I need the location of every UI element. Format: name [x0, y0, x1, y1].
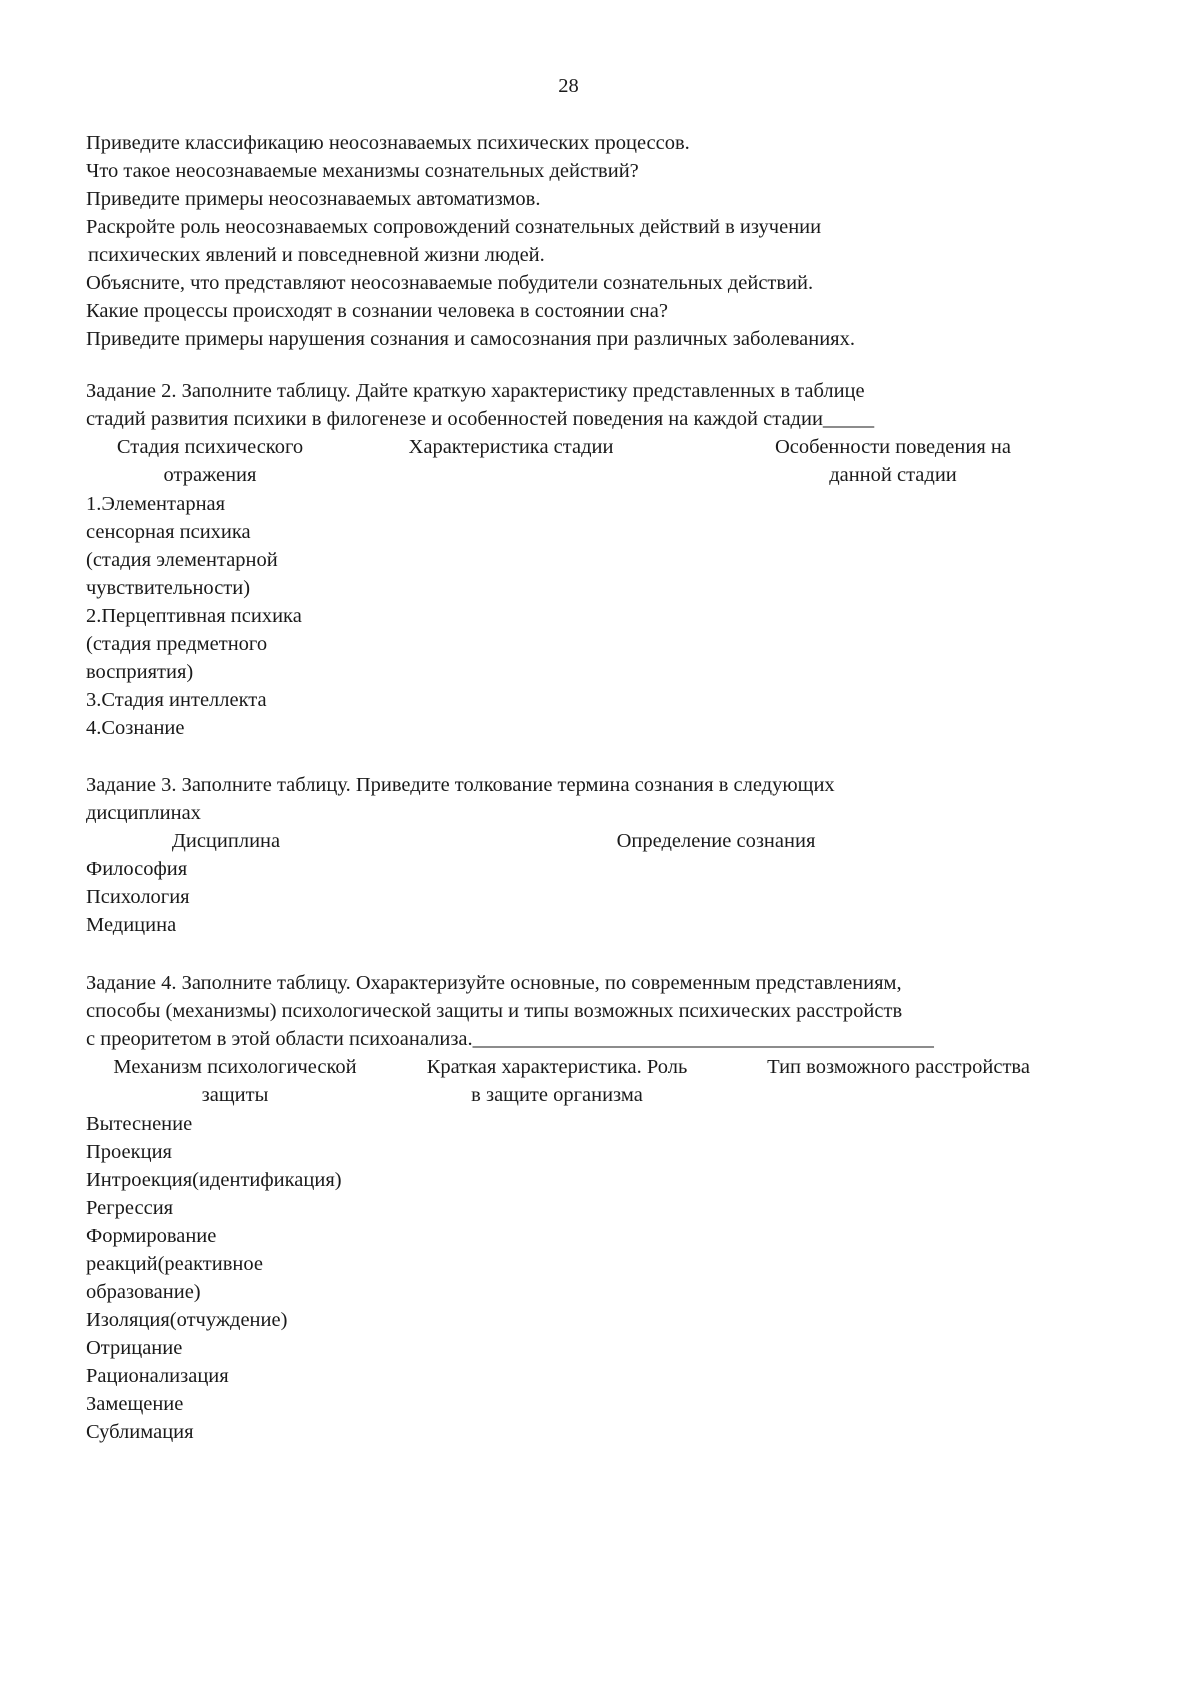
task2-row-line: восприятия) — [86, 661, 194, 683]
task3-rows — [86, 855, 190, 939]
task4-col-disorder-line: Тип возможного расстройства — [767, 1056, 1030, 1078]
task2-heading — [86, 377, 1086, 433]
question-line: Приведите примеры нарушения сознания и самосознания при различных заболеваниях. — [86, 328, 855, 350]
task2-row-line: чувствительности) — [86, 577, 251, 599]
task4-col-mechanism-header — [86, 1053, 384, 1109]
task2-col-characteristic-header — [376, 433, 646, 461]
task2-col-characteristic-line: Характеристика стадии — [408, 436, 614, 458]
task4-row-line: Формирование — [86, 1225, 217, 1247]
task4-row-line: Вытеснение — [86, 1113, 193, 1135]
question-line: Раскройте роль неосознаваемых сопровождений сознательных действий в изучении — [86, 216, 822, 238]
question-line: Объясните, что представляют неосознаваемые побудители сознательных действий. — [86, 272, 814, 294]
task4-row-line: Интроекция(идентификация) — [86, 1169, 342, 1191]
task4-heading-line: Задание 4. Заполните таблицу. Охарактеризуйте основные, по современным представлениям, — [86, 972, 902, 994]
task3-heading — [86, 771, 1086, 827]
task4-col-description-line: в защите организма — [471, 1084, 643, 1106]
task3-col-definition-header: Определение сознания — [616, 830, 816, 852]
task3-col-discipline-header: Дисциплина — [171, 830, 281, 852]
task4-heading — [86, 969, 1086, 1053]
question-line: Какие процессы происходят в сознании человека в состоянии сна? — [86, 300, 668, 322]
task2-row-line: 1.Элементарная — [86, 493, 226, 515]
task4-row-line: реакций(реактивное — [86, 1253, 263, 1275]
task4-row-line: Сублимация — [86, 1421, 194, 1443]
task4-row-line: Регрессия — [86, 1197, 174, 1219]
task2-row-line: сенсорная психика — [86, 521, 251, 543]
task4-col-disorder-header — [736, 1053, 1061, 1081]
task4-col-mechanism-line: Механизм психологической — [113, 1056, 357, 1078]
task4-rows — [86, 1110, 342, 1446]
task4-heading-line: с преоритетом в этой области психоанализа._____________________________________________ — [86, 1028, 934, 1050]
task4-row-line: Проекция — [86, 1141, 172, 1163]
task2-row-line: 3.Стадия интеллекта — [86, 689, 267, 711]
task3-row-line: Медицина — [86, 914, 177, 936]
task2-col-behavior-line: данной стадии — [829, 464, 957, 486]
task2-col-stage-line: отражения — [163, 464, 257, 486]
task4-col-description-header — [404, 1053, 710, 1109]
question-line: Что такое неосознаваемые механизмы сознательных действий? — [86, 160, 639, 182]
page-number: 28 — [558, 75, 579, 97]
task2-heading-line: стадий развития психики в филогенезе и особенностей поведения на каждой стадии_____ — [86, 408, 875, 430]
task2-col-behavior-header — [740, 433, 1046, 489]
task2-col-stage-header — [86, 433, 334, 489]
task2-row-line: 4.Сознание — [86, 717, 185, 739]
task2-heading-line: Задание 2. Заполните таблицу. Дайте краткую характеристику представленных в таблице — [86, 380, 865, 402]
task4-row-line: Изоляция(отчуждение) — [86, 1309, 288, 1331]
task2-col-stage-line: Стадия психического — [116, 436, 304, 458]
task4-row-line: Отрицание — [86, 1337, 183, 1359]
task4-heading-line: способы (механизмы) психологической защиты и типы возможных психических расстройств — [86, 1000, 903, 1022]
question-line: Приведите примеры неосознаваемых автоматизмов. — [86, 188, 541, 210]
task2-row-line: (стадия элементарной — [86, 549, 278, 571]
task4-row-line: образование) — [86, 1281, 201, 1303]
task4-row-line: Рационализация — [86, 1365, 229, 1387]
task4-col-description-line: Краткая характеристика. Роль — [426, 1056, 688, 1078]
task3-heading-line: дисциплинах — [86, 802, 201, 824]
task3-row-line: Психология — [86, 886, 190, 908]
task3-heading-line: Задание 3. Заполните таблицу. Приведите толкование термина сознания в следующих — [86, 774, 835, 796]
task4-col-mechanism-line: защиты — [201, 1084, 269, 1106]
task2-row-line: 2.Перцептивная психика — [86, 605, 302, 627]
task2-rows — [86, 490, 302, 742]
task2-row-line: (стадия предметного — [86, 633, 268, 655]
question-list — [86, 129, 1086, 353]
question-line: Приведите классификацию неосознаваемых психических процессов. — [86, 132, 690, 154]
task4-row-line: Замещение — [86, 1393, 184, 1415]
question-line: психических явлений и повседневной жизни людей. — [88, 244, 545, 266]
task2-col-behavior-line: Особенности поведения на — [775, 436, 1011, 458]
task3-row-line: Философия — [86, 858, 188, 880]
